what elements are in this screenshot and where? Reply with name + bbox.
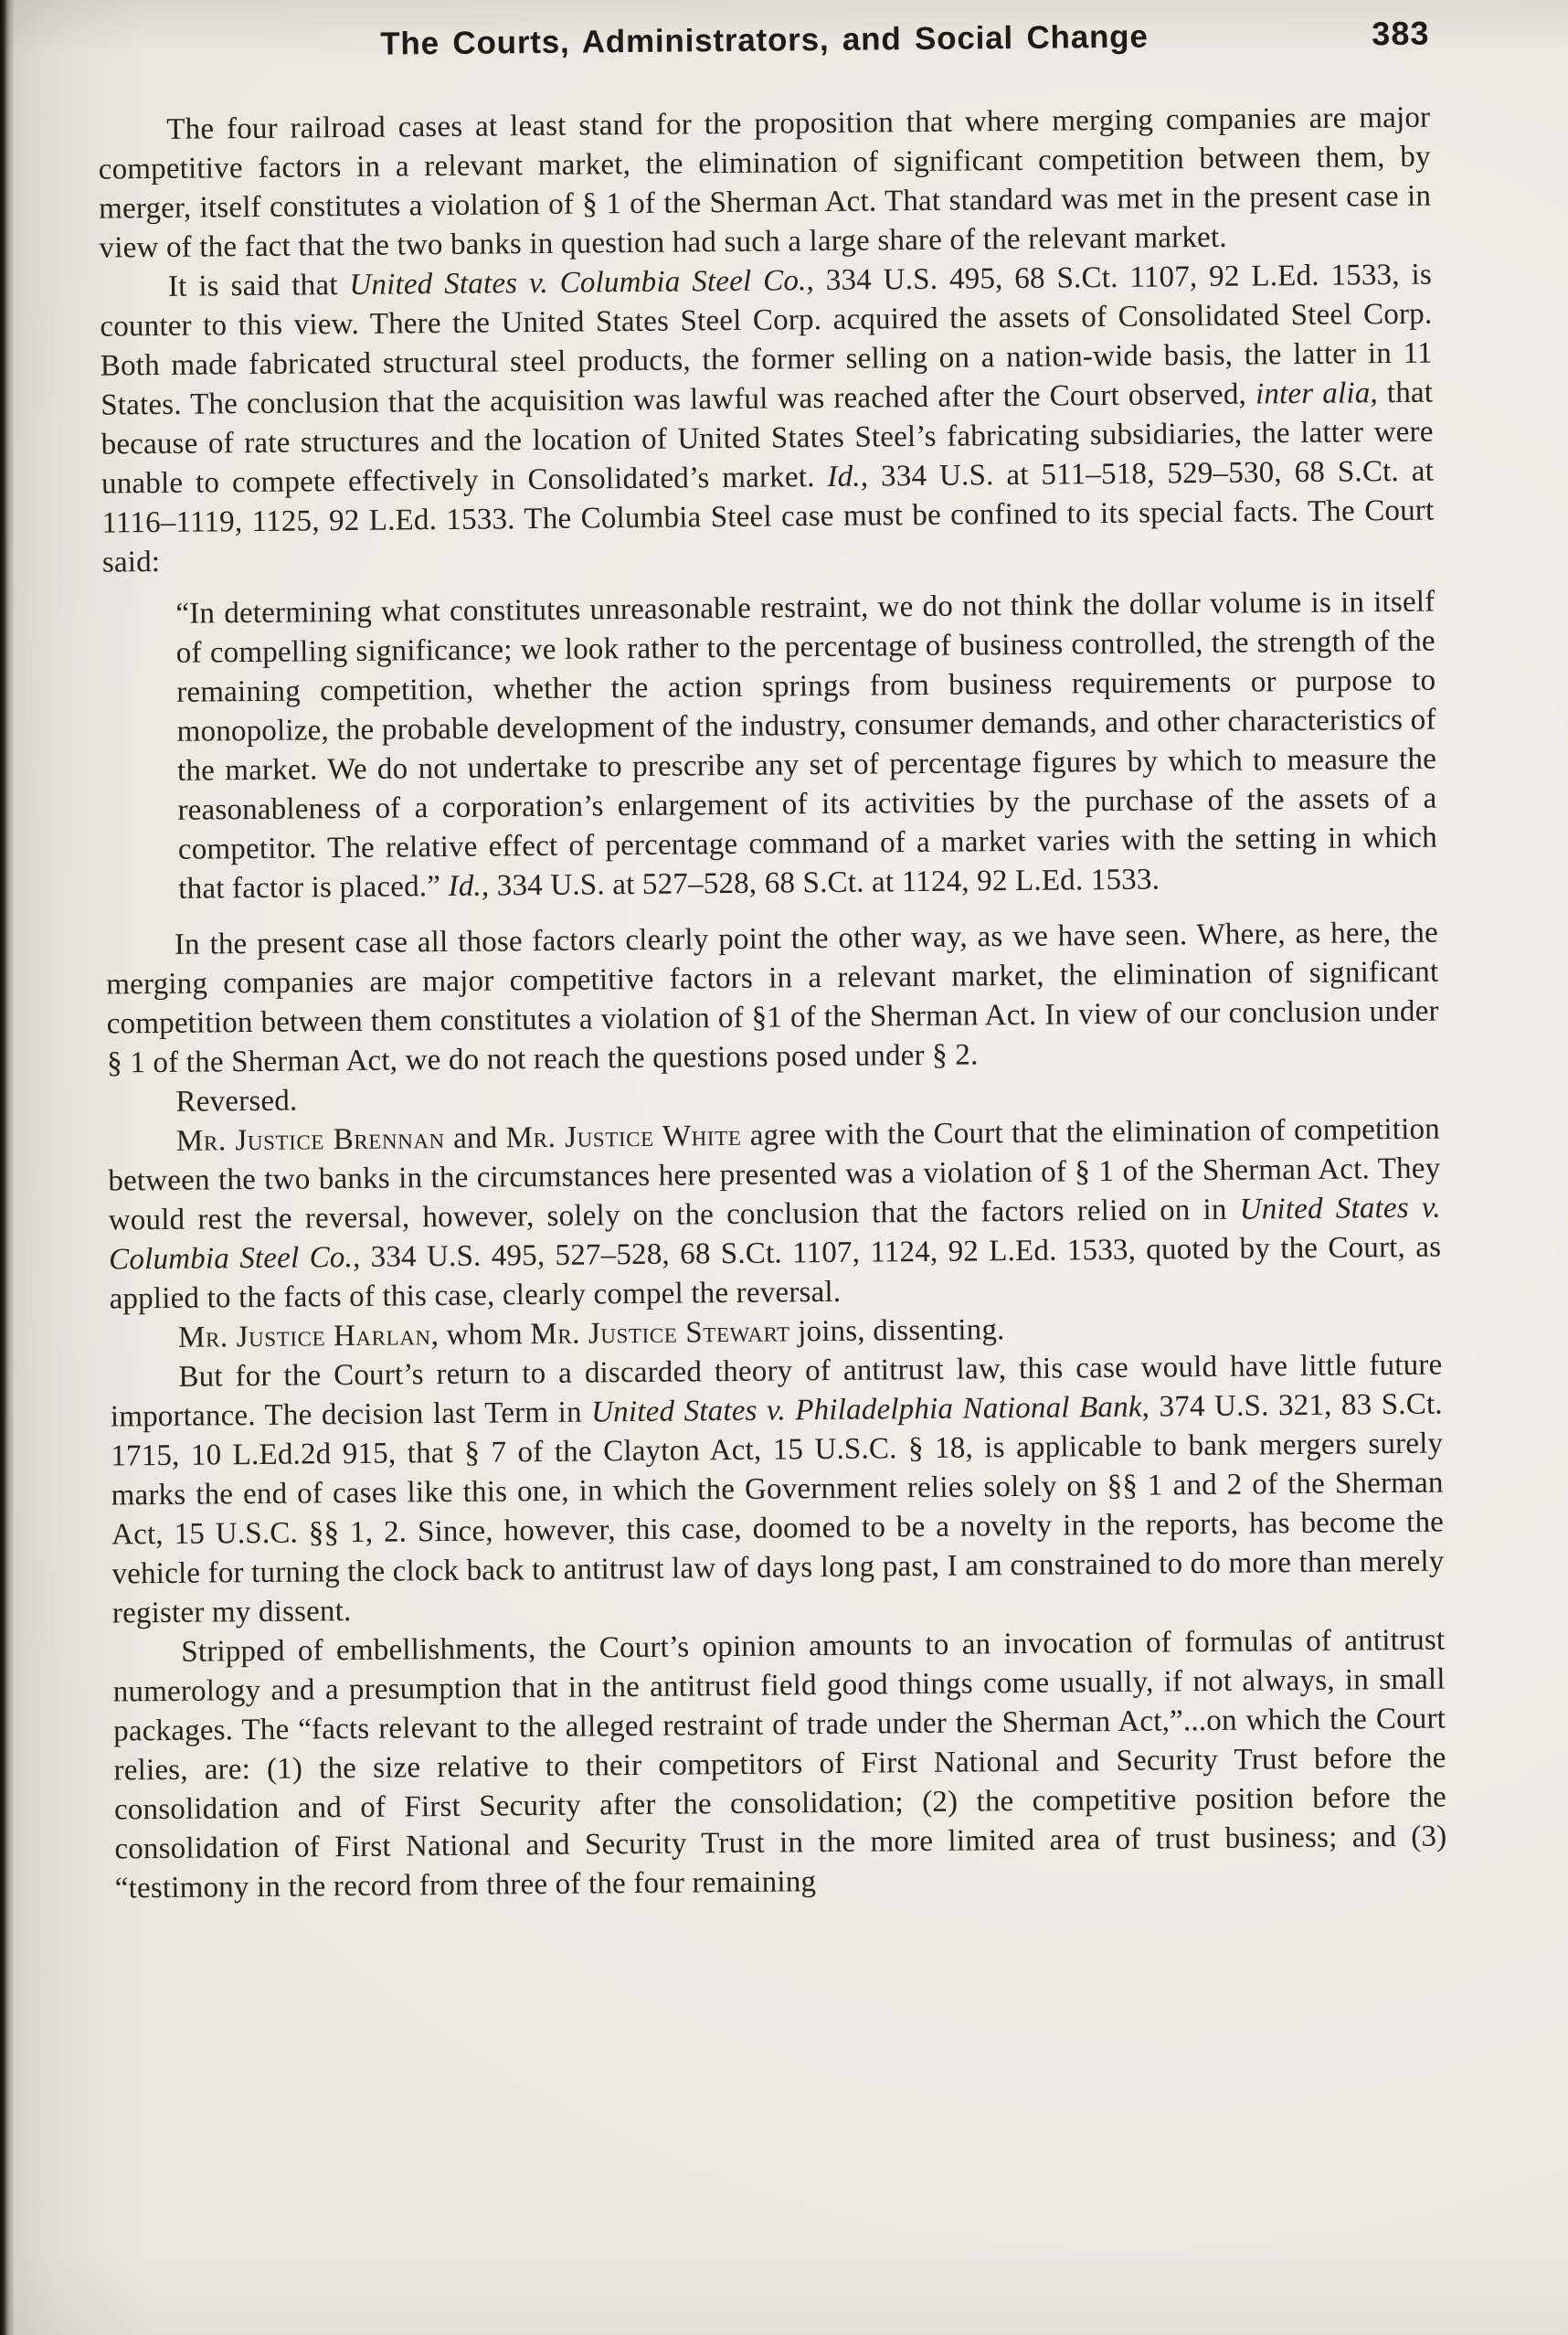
page-content: [97, 0, 1453, 2335]
page-gutter-shadow: [0, 0, 15, 2335]
italic-run: Id.,: [448, 869, 490, 903]
paragraph-present-case: [106, 914, 1440, 1084]
smallcaps-run: Mr. Justice Stewart: [530, 1315, 790, 1352]
italic-run: Id.,: [827, 460, 869, 494]
text-run: , whom: [430, 1318, 531, 1353]
text-run: 334 U.S. at 511–518, 529–530, 68 S.Ct. at 1116–1119, 1125, 92 L.Ed. 1533. The Columbia Steel case must be confined to its special facts. The Court said:: [101, 454, 1435, 579]
paragraph-brennan-white-concurrence: [108, 1110, 1442, 1320]
smallcaps-run: Mr. Justice White: [505, 1119, 742, 1155]
page-header-title: The Courts, Administrators, and Social Change: [380, 18, 1149, 62]
text-run: In the present case all those factors clearly point the other way, as we have seen. Where, as here, the merging companies are major competitive factors in a relevant market, the elimination of significant competition between them constitutes a violation of §1 of the Sherman Act. In view of our conclusion under § 1 of the Sherman Act, we do not reach the questions posed under § 2.: [106, 916, 1439, 1080]
text-run: But for the Court’s return to a discarded theory of antitrust law, this case would have little future importance. The decision last Term in: [110, 1348, 1443, 1434]
smallcaps-run: Mr. Justice Harlan: [177, 1319, 431, 1354]
block-quote-columbia-steel: [175, 583, 1437, 909]
text-run: , 374 U.S. 321, 83 S.Ct. 1715, 10 L.Ed.2d 915, that § 7 of the Clayton Act, 15 U.S.C. § 18, is applicable to bank mergers surely marks the end of cases like this one, in which the Government relies solely on §§ 1 and 2 of the Sherman Act, 15 U.S.C. §§ 1, 2. Since, however, this case, doomed to be a novelty in the reports, has become the vehicle for turning the clock back to antitrust law of days long past, I am constrained to do more than merely register my dissent.: [111, 1387, 1445, 1630]
text-run: Stripped of embellishments, the Court’s opinion amounts to an invocation of formulas of antitrust numerology and a presumption that in the antitrust field good things come usually, if not always, in small packages. The “facts relevant to the alleged restraint of trade under the Sherman Act,”...on which the Court relies, are: (1) the size relative to their competitors of First National and Security Trust before the consolidation and of First Security after the consolidation; (2) the competitive position before the consolidation of First National and Security Trust in the more limited area of trust business; and (3) “testimony in the record from three of the four remaining: [112, 1623, 1447, 1905]
page-body: [98, 99, 1447, 1909]
paragraph-railroad-cases: [98, 99, 1432, 269]
italic-run: inter alia,: [1255, 377, 1379, 411]
page-number: 383: [1372, 14, 1430, 53]
text-run: and: [444, 1121, 506, 1156]
italic-run: United States v. Columbia Steel Co.: [109, 1191, 1441, 1277]
paragraph-discarded-theory: [110, 1346, 1445, 1634]
text-run: agree with the Court that the elimination of competition between the two banks in the circumstances here presented was a violation of § 1 of the Sherman Act. They would rest the reversal, however, solely on the conclusion that the factors relied on in: [108, 1112, 1441, 1237]
text-run: that because of rate structures and the location of United States Steel’s fabricating subsidiaries, the latter were unable to compete effectively in Consolidated’s market.: [101, 376, 1434, 501]
text-run: Reversed.: [175, 1084, 298, 1119]
text-run: , 334 U.S. 495, 68 S.Ct. 1107, 92 L.Ed. 1533, is counter to this view. There the United States Steel Corp. acquired the assets of Consolidated Steel Corp. Both made fabricated structural steel products, the former selling on a nation-wide basis, the latter in 11 States. The conclusion that the acquisition was lawful was reached after the Court observed,: [100, 258, 1433, 422]
paragraph-stripped-of-embellishments: [112, 1621, 1447, 1909]
text-run: 334 U.S. at 527–528, 68 S.Ct. at 1124, 92 L.Ed. 1533.: [489, 863, 1160, 903]
smallcaps-run: Mr. Justice Brennan: [175, 1122, 445, 1158]
paragraph-columbia-steel: [100, 256, 1435, 583]
text-run: It is said that: [167, 268, 350, 303]
italic-run: United States v. Columbia Steel Co.: [349, 264, 807, 302]
text-run: The four railroad cases at least stand for the proposition that where merging companies are major competitive factors in a relevant market, the elimination of significant competition between them, by merger, itself constitutes a violation of § 1 of the Sherman Act. That standard was met in the present case in view of the fact that the two banks in question had such a large share of the relevant market.: [98, 101, 1432, 265]
text-run: joins, dissenting.: [789, 1313, 1005, 1349]
text-run: “In determining what constitutes unreasonable restraint, we do not think the dollar volume is in itself of compelling significance; we look rather to the percentage of business controlled, the strength of the remaining competition, whether the action springs from business requirements or purpose to monopolize, the probable development of the industry, consumer demands, and other characteristics of the market. We do not undertake to prescribe any set of percentage figures by which to measure the reasonableness of a corporation’s enlargement of its activities by the purchase of the assets of a competitor. The relative effect of percentage command of a market varies with the setting in which that factor is placed.”: [175, 585, 1438, 906]
italic-run: United States v. Philadelphia National Bank: [590, 1390, 1142, 1429]
text-run: , 334 U.S. 495, 527–528, 68 S.Ct. 1107, 1124, 92 L.Ed. 1533, quoted by the Court, as applied to the facts of this case, clearly compel the reversal.: [109, 1230, 1442, 1316]
running-header: [97, 16, 1431, 77]
